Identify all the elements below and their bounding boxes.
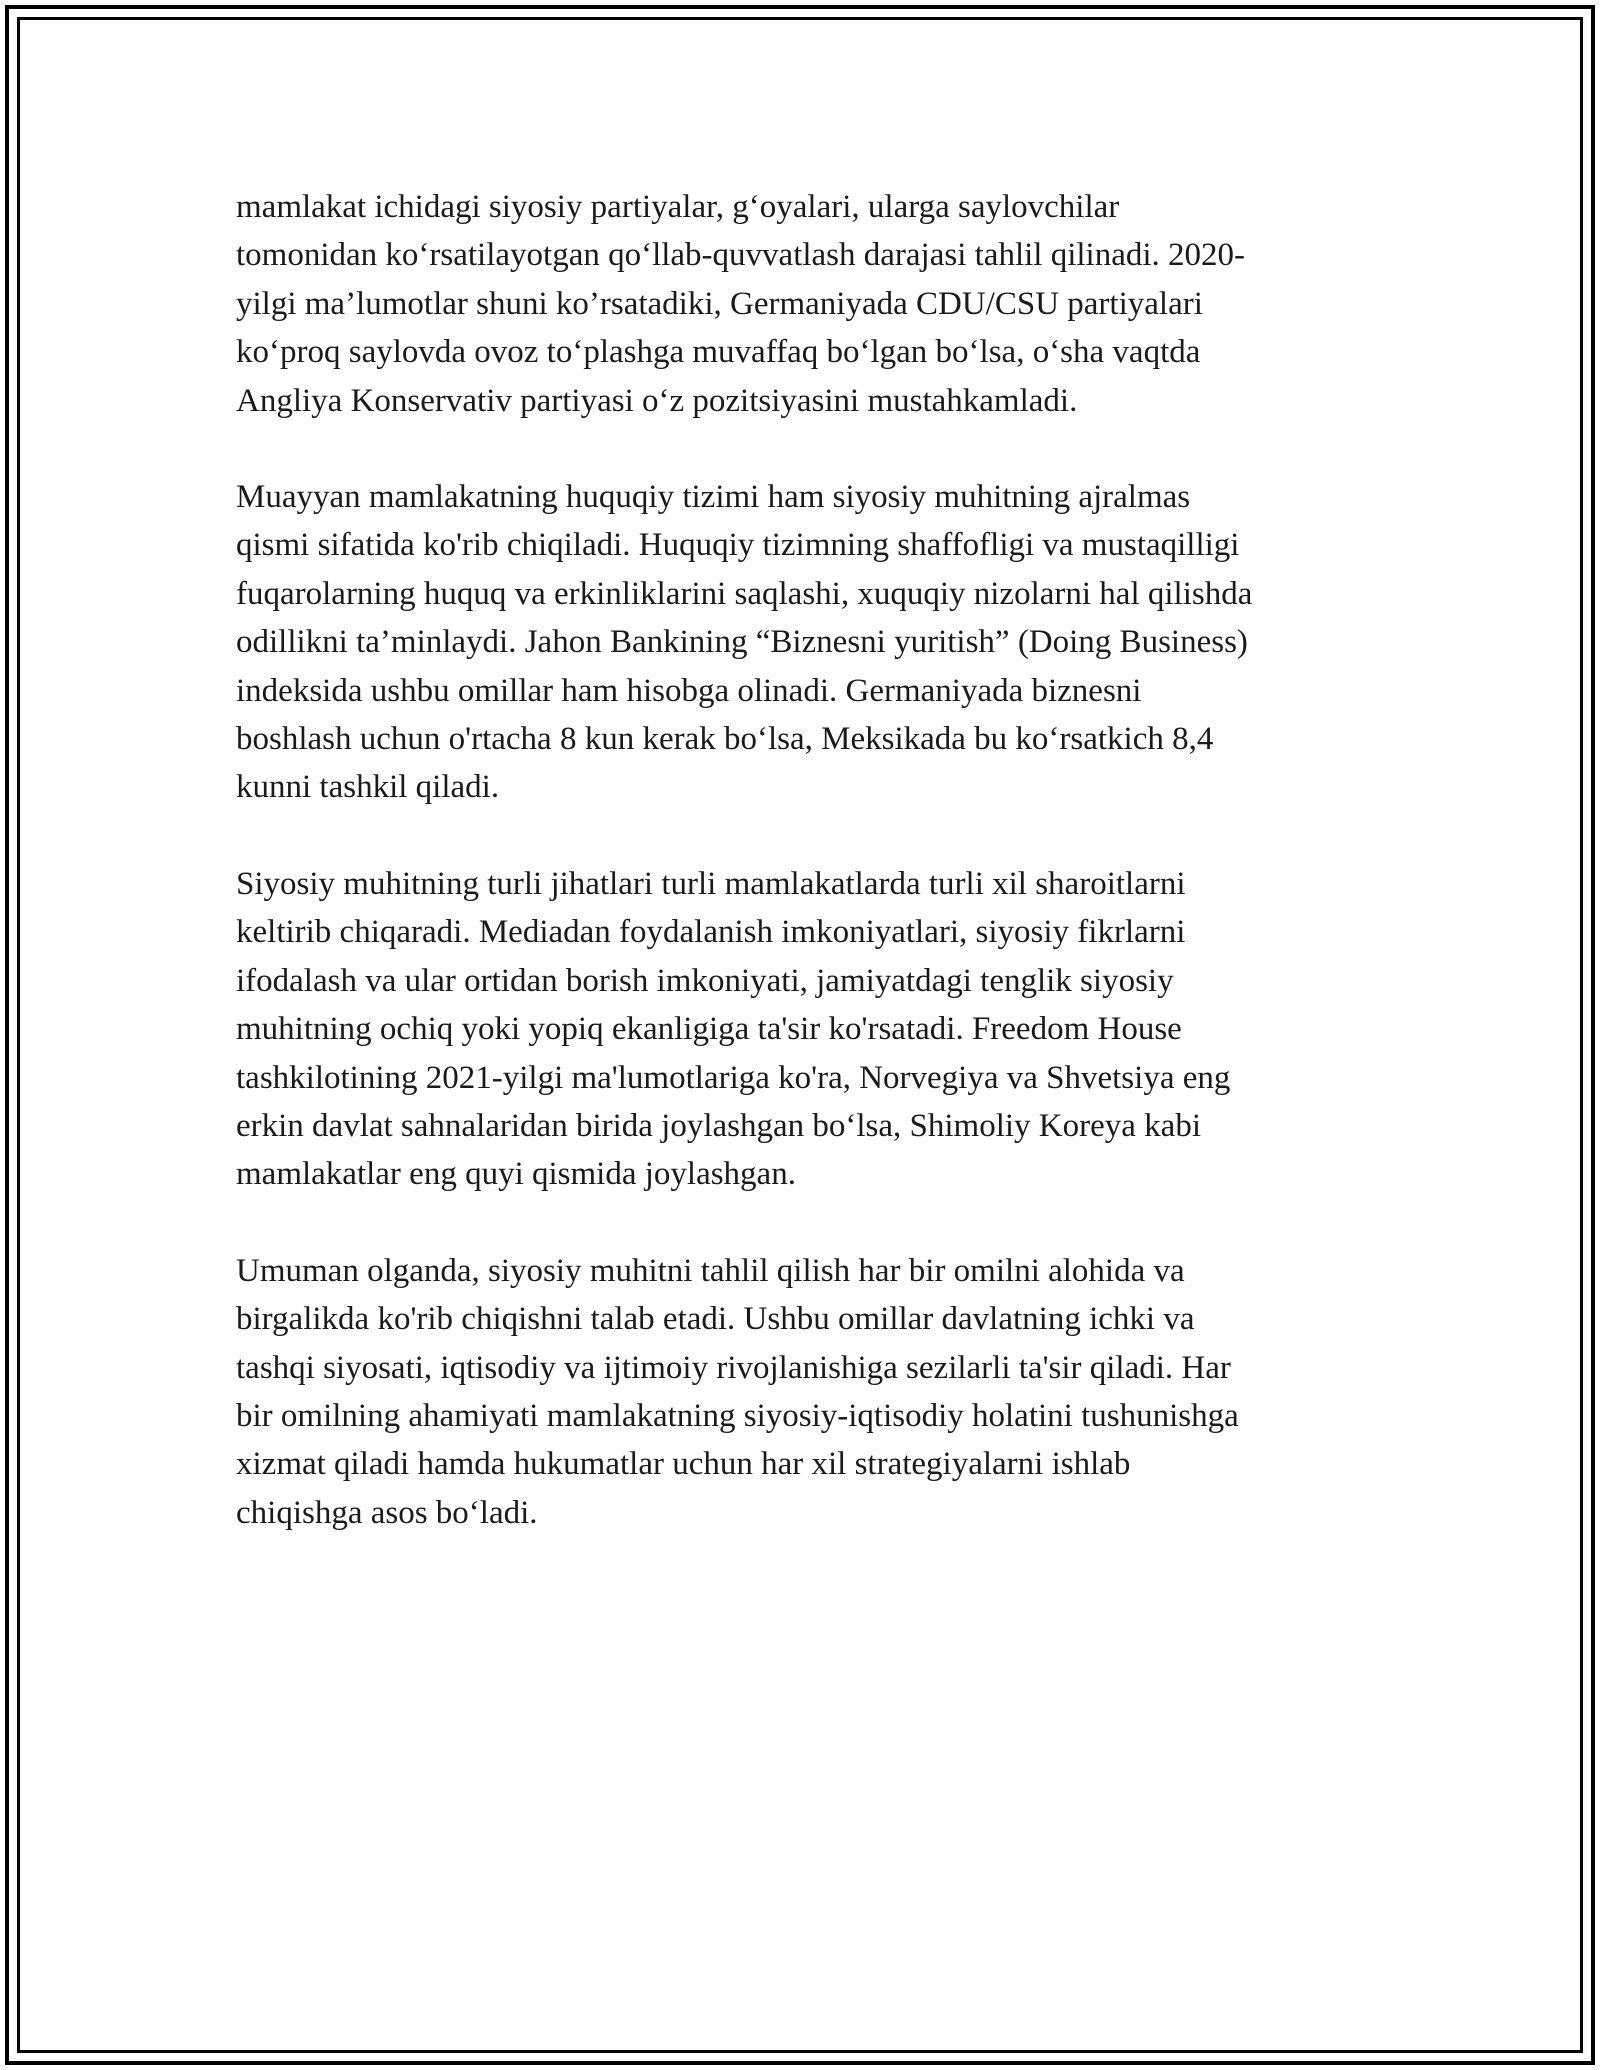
document-body <box>236 183 1374 1585</box>
paragraph-conclusion: Umuman olganda, siyosiy muhitni tahlil qilish har bir omilni alohida va birgalikda ko'rib chiqishni talab etadi. Ushbu omillar davlatning ichki va tashqi siyosati, iqtisodiy va ijtimoiy rivojlanishiga sezilarli ta'sir qiladi. Har bir omilning ahamiyati mamlakatning siyosiy-iqtisodiy holatini tushunishga xizmat qiladi hamda hukumatlar uchun har xil strategiyalarni ishlab chiqishga asos bo‘ladi. <box>236 1252 1239 1531</box>
paragraph-political-environment: Siyosiy muhitning turli jihatlari turli mamlakatlarda turli xil sharoitlarni keltirib chiqaradi. Mediadan foydalanish imkoniyatlari, siyosiy fikrlarni ifodalash va ular ortidan borish imkoniyati, jamiyatdagi tenglik siyosiy muhitning ochiq yoki yopiq ekanligiga ta'sir ko'rsatadi. Freedom House tashkilotining 2021-yilgi ma'lumotlariga ko'ra, Norvegiya va Shvetsiya eng erkin davlat sahnalaridan birida joylashgan bo‘lsa, Shimoliy Koreya kabi mamlakatlar eng quyi qismida joylashgan. <box>236 865 1231 1193</box>
paragraph-legal-system: Muayyan mamlakatning huquqiy tizimi ham siyosiy muhitning ajralmas qismi sifatida ko'rib chiqiladi. Huquqiy tizimning shaffofligi va mustaqilligi fuqarolarning huquq va erkinliklarini saqlashi, xuquqiy nizolarni hal qilishda odillikni ta’minlaydi. Jahon Bankining “Biznesni yuritish” (Doing Business) indeksida ushbu omillar ham hisobga olinadi. Germaniyada biznesni boshlash uchun o'rtacha 8 kun kerak bo‘lsa, Meksikada bu ko‘rsatkich 8,4 kunni tashkil qiladi. <box>236 479 1253 806</box>
paragraph-political-parties: mamlakat ichidagi siyosiy partiyalar, g‘oyalari, ularga saylovchilar tomonidan ko‘rsatilayotgan qo‘llab-quvvatlash darajasi tahlil qilinadi. 2020- yilgi ma’lumotlar shuni ko’rsatadiki, Germaniyada CDU/CSU partiyalari ko‘proq saylovda ovoz to‘plashga muvaffaq bo‘lgan bo‘lsa, o‘sha vaqtda Angliya Konservativ partiyasi o‘z pozitsiyasini mustahkamladi. <box>236 189 1246 419</box>
